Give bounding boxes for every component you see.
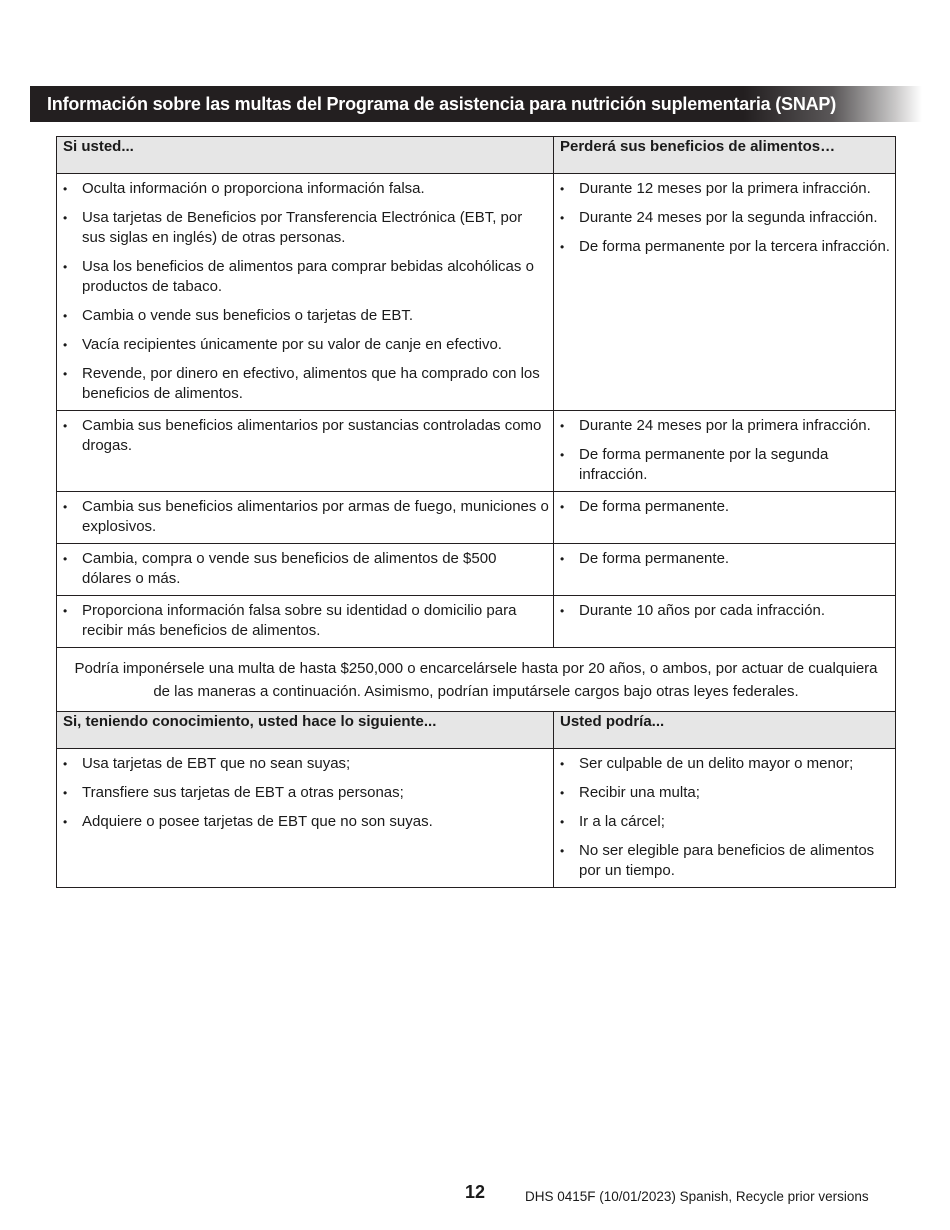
list-item: • Durante 24 meses por la segunda infracción. [560, 208, 891, 228]
federal-penalty-note: Podría imponérsele una multa de hasta $250,000 o encarcelársele hasta por 20 años, o ambos, por actuar de cualquiera de las maneras a continuación. Asimismo, podrían imputársele cargos bajo otras leyes federales. [57, 648, 896, 712]
violation-cell [57, 174, 554, 411]
penalty-cell [554, 544, 896, 596]
column-header-usted-podria: Usted podría... [554, 712, 896, 749]
table-header-row [57, 137, 896, 174]
list-item: • Transfiere sus tarjetas de EBT a otras personas; [63, 783, 549, 803]
column-header-perdera: Perderá sus beneficios de alimentos… [554, 137, 896, 174]
list-item: • Revende, por dinero en efectivo, alimentos que ha comprado con los beneficios de alimentos. [63, 364, 549, 404]
table-row [57, 749, 896, 888]
table-row [57, 174, 896, 411]
form-identifier: DHS 0415F (10/01/2023) Spanish, Recycle prior versions [525, 1189, 869, 1204]
penalty-list [560, 601, 891, 621]
list-item: • Recibir una multa; [560, 783, 891, 803]
violation-list [63, 549, 549, 589]
violation-list [63, 179, 549, 404]
list-item: • Adquiere o posee tarjetas de EBT que no son suyas. [63, 812, 549, 832]
list-item: • Cambia sus beneficios alimentarios por sustancias controladas como drogas. [63, 416, 549, 456]
list-item: • De forma permanente por la segunda infracción. [560, 445, 891, 485]
violation-cell [57, 411, 554, 492]
consequence-cell [554, 749, 896, 888]
list-item: • De forma permanente. [560, 497, 891, 517]
violation-list [63, 497, 549, 537]
violation-cell [57, 596, 554, 648]
penalty-cell [554, 492, 896, 544]
column-header-knowingly: Si, teniendo conocimiento, usted hace lo siguiente... [57, 712, 554, 749]
list-item: • Ir a la cárcel; [560, 812, 891, 832]
list-item: • Vacía recipientes únicamente por su valor de canje en efectivo. [63, 335, 549, 355]
list-item: • Usa los beneficios de alimentos para comprar bebidas alcohólicas o productos de tabaco. [63, 257, 549, 297]
violation-list [63, 416, 549, 456]
list-item: • Proporciona información falsa sobre su identidad o domicilio para recibir más beneficios de alimentos. [63, 601, 549, 641]
list-item: • Oculta información o proporciona información falsa. [63, 179, 549, 199]
page-number: 12 [465, 1182, 486, 1202]
list-item: • Durante 24 meses por la primera infracción. [560, 416, 891, 436]
snap-penalties-table [56, 136, 896, 888]
column-header-si-usted: Si usted... [57, 137, 554, 174]
penalty-cell [554, 174, 896, 411]
violation-list [63, 601, 549, 641]
list-item: • Ser culpable de un delito mayor o menor; [560, 754, 891, 774]
list-item: • Cambia o vende sus beneficios o tarjetas de EBT. [63, 306, 549, 326]
note-row [57, 648, 896, 712]
table-row [57, 492, 896, 544]
penalty-list [560, 416, 891, 485]
list-item: • No ser elegible para beneficios de alimentos por un tiempo. [560, 841, 891, 881]
list-item: • Durante 12 meses por la primera infracción. [560, 179, 891, 199]
penalty-cell [554, 596, 896, 648]
table-header-row [57, 712, 896, 749]
list-item: • De forma permanente por la tercera infracción. [560, 237, 891, 257]
list-item: • Cambia, compra o vende sus beneficios de alimentos de $500 dólares o más. [63, 549, 549, 589]
penalty-list [560, 549, 891, 569]
list-item: • Durante 10 años por cada infracción. [560, 601, 891, 621]
violation-cell [57, 749, 554, 888]
table-row [57, 411, 896, 492]
list-item: • Usa tarjetas de Beneficios por Transferencia Electrónica (EBT, por sus siglas en inglés) de otras personas. [63, 208, 549, 248]
table-row [57, 544, 896, 596]
penalty-list [560, 179, 891, 257]
section-title: Información sobre las multas del Programa de asistencia para nutrición suplementaria (SNAP) [30, 86, 922, 122]
list-item: • Cambia sus beneficios alimentarios por armas de fuego, municiones o explosivos. [63, 497, 549, 537]
list-item: • Usa tarjetas de EBT que no sean suyas; [63, 754, 549, 774]
violation-cell [57, 544, 554, 596]
list-item: • De forma permanente. [560, 549, 891, 569]
penalty-list [560, 497, 891, 517]
consequence-list [560, 754, 891, 881]
violation-list [63, 754, 549, 832]
penalty-cell [554, 411, 896, 492]
table-row [57, 596, 896, 648]
violation-cell [57, 492, 554, 544]
